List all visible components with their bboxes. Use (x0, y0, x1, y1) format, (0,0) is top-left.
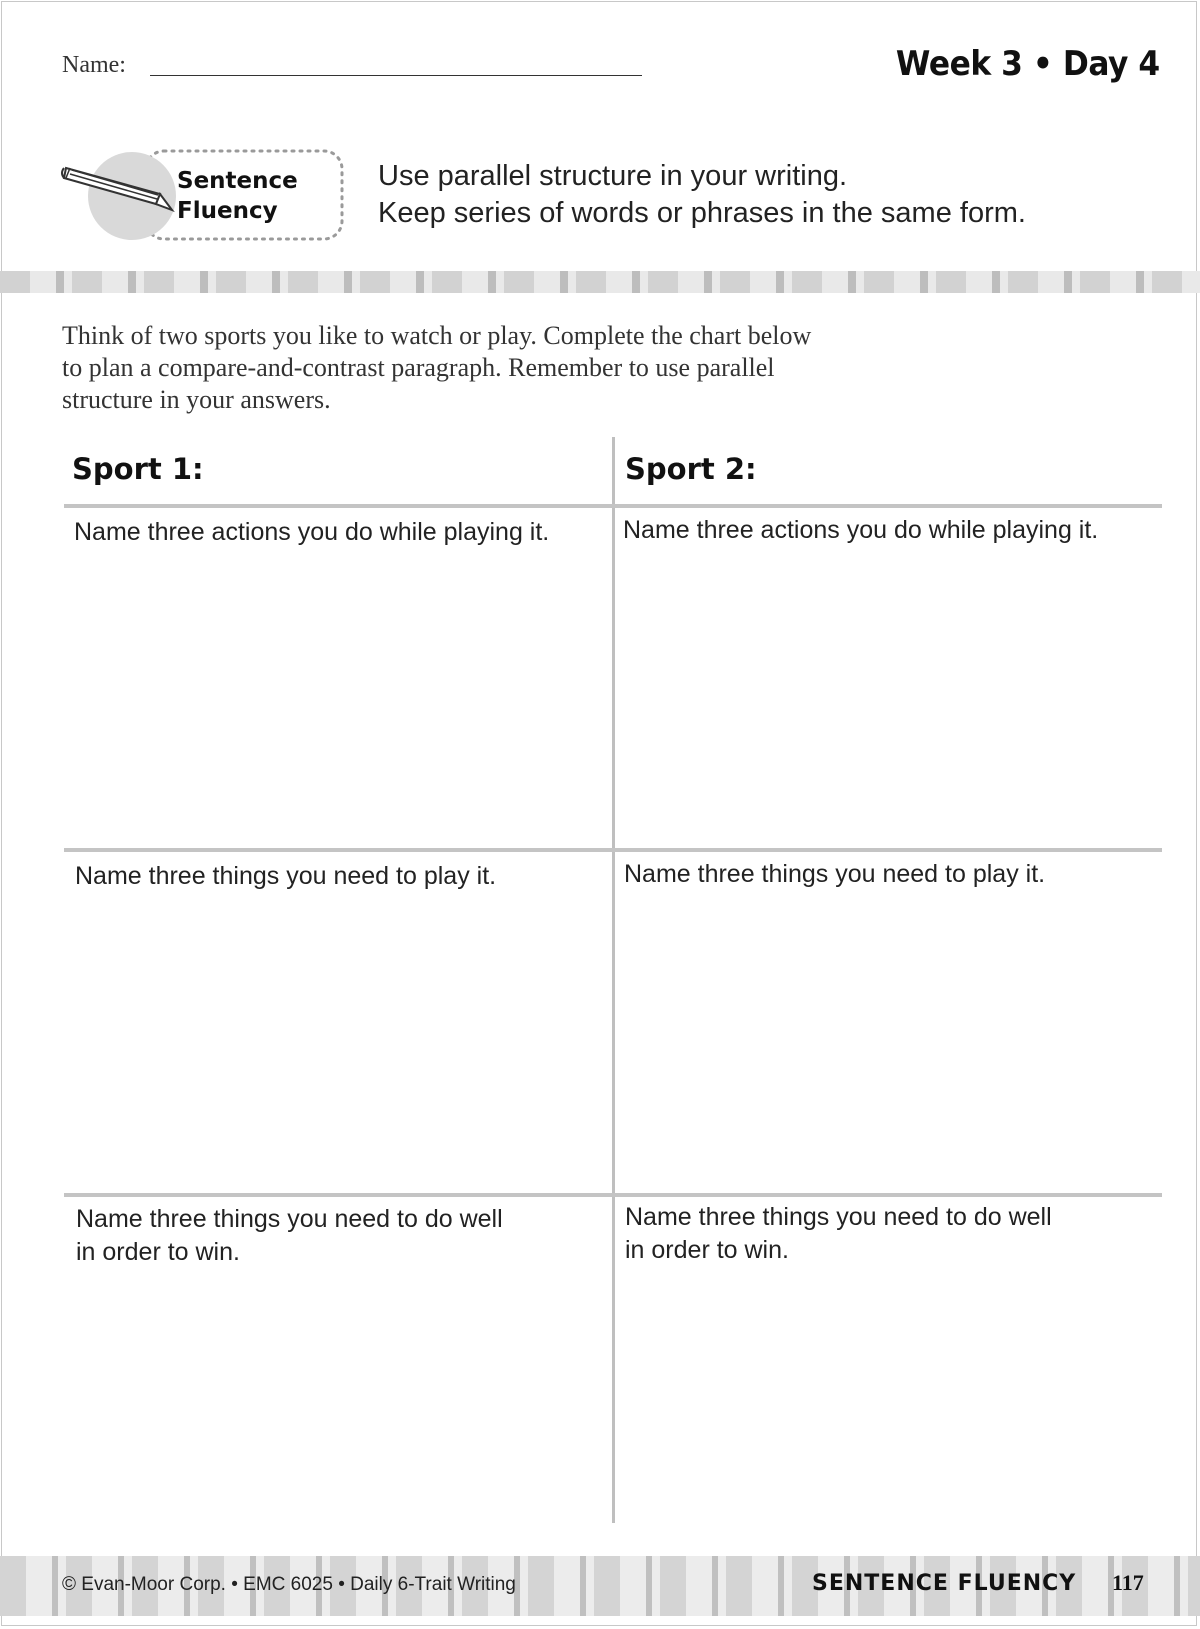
cell-prompt-text: Name three actions you do while playing it. (74, 518, 550, 546)
week-day-title: Week 3 • Day 4 (896, 44, 1160, 84)
instruction-line-1: Use parallel structure in your writing. (378, 160, 848, 192)
decorative-stripe-divider (0, 271, 1200, 293)
cell-prompt-text: Name three things you need to play it. (624, 860, 1046, 888)
sentence-fluency-badge (60, 148, 350, 244)
footer-section-label: SENTENCE FLUENCY (812, 1571, 1077, 1596)
sport-1-heading: Sport 1: (72, 452, 204, 486)
page-number: 117 (1112, 1570, 1144, 1595)
intro-paragraph (62, 320, 1002, 416)
sport-1-equipment-cell[interactable] (75, 860, 585, 893)
sport-2-winning-cell[interactable] (625, 1201, 1135, 1267)
intro-line-2: to plan a compare-and-contrast paragraph. Remember to use parallel (62, 353, 775, 382)
badge-title-line2: Fluency (177, 198, 278, 224)
name-write-line[interactable] (150, 75, 642, 76)
intro-line-3: structure in your answers. (62, 385, 331, 414)
badge-title-line1: Sentence (177, 168, 298, 194)
cell-prompt-text: Name three things you need to do well (625, 1203, 1052, 1231)
chart-row-rule (64, 848, 1162, 852)
footer-copyright: © Evan-Moor Corp. • EMC 6025 • Daily 6-Trait Writing (62, 1574, 516, 1595)
sport-2-actions-cell[interactable] (623, 514, 1133, 547)
sport-1-winning-cell[interactable] (76, 1203, 586, 1269)
cell-prompt-text: Name three actions you do while playing it. (623, 516, 1099, 544)
cell-prompt-text: Name three things you need to play it. (75, 862, 497, 890)
sport-2-heading: Sport 2: (625, 452, 757, 486)
cell-prompt-text: in order to win. (625, 1236, 789, 1264)
name-label: Name: (62, 52, 126, 78)
intro-line-1: Think of two sports you like to watch or play. Complete the chart below (62, 321, 812, 350)
page-border (1, 1, 1197, 1626)
sport-1-actions-cell[interactable] (74, 516, 584, 549)
instruction-line-2: Keep series of words or phrases in the same form. (378, 197, 1026, 229)
sport-2-equipment-cell[interactable] (624, 858, 1134, 891)
chart-center-divider (612, 437, 615, 1523)
chart-row-rule (64, 1193, 1162, 1197)
chart-header-rule (64, 504, 1162, 508)
cell-prompt-text: Name three things you need to do well (76, 1205, 503, 1233)
skill-instructions (378, 158, 1026, 232)
cell-prompt-text: in order to win. (76, 1238, 240, 1266)
